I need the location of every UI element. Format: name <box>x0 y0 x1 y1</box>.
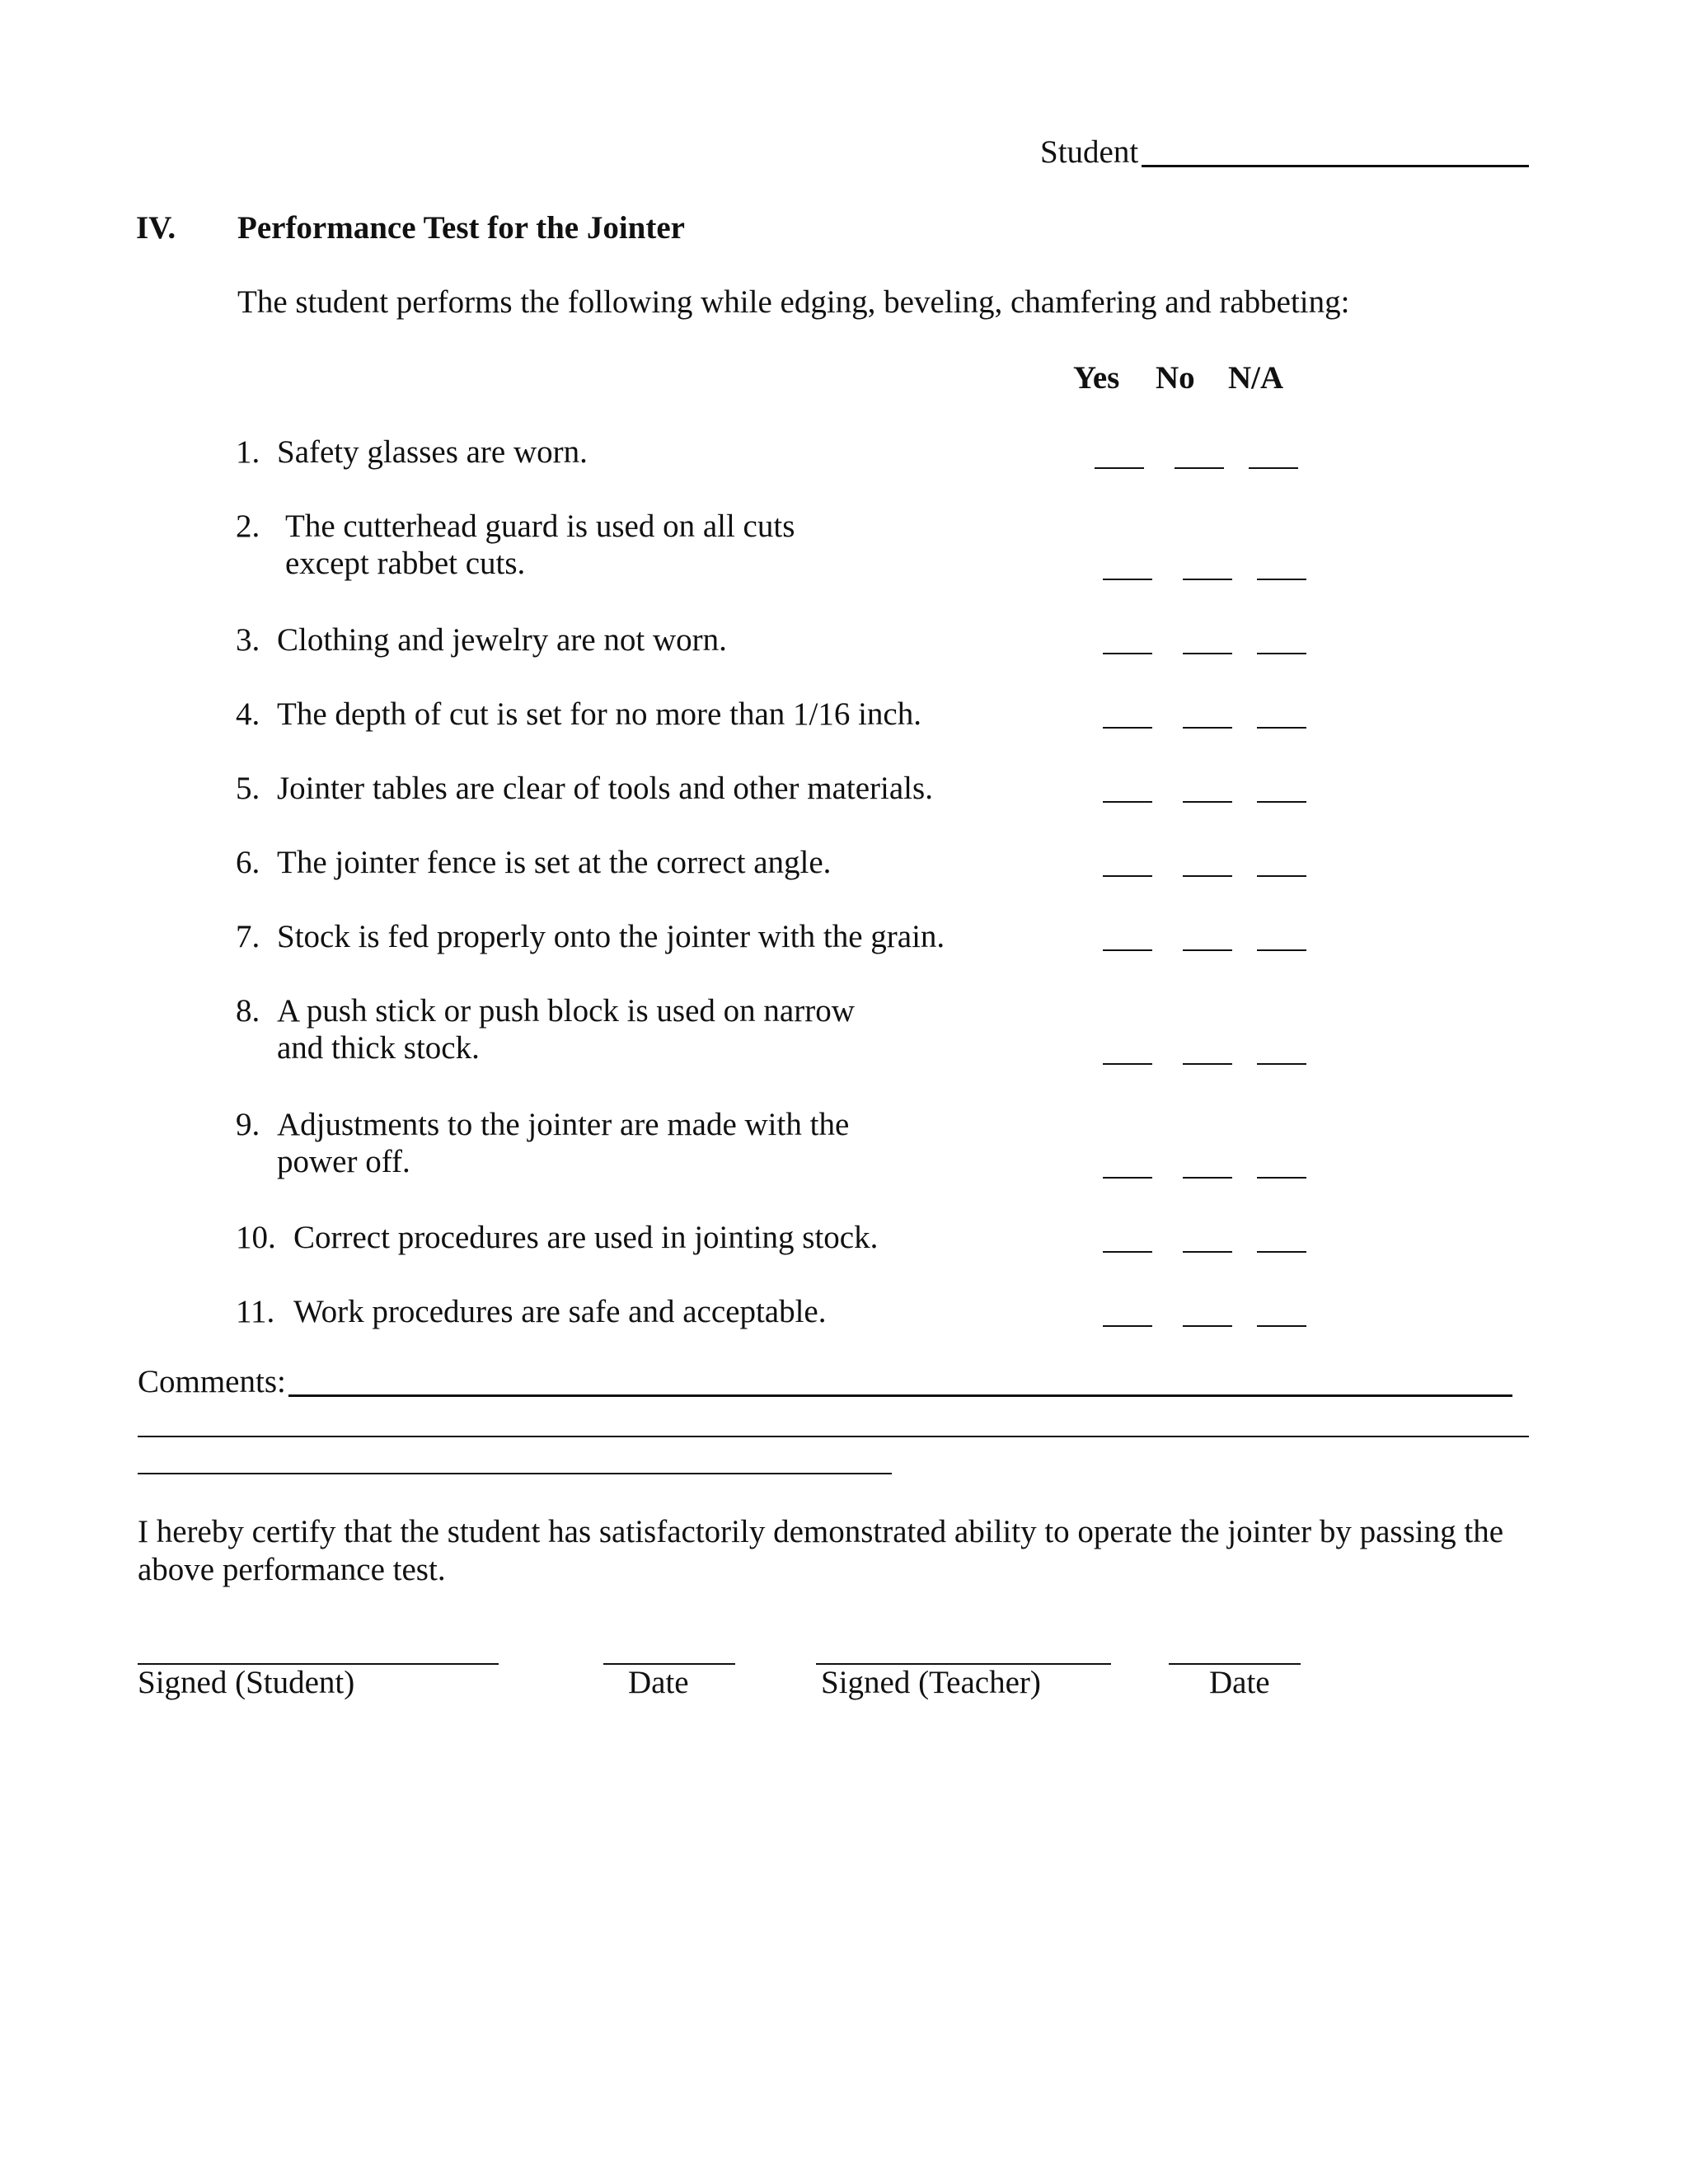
section-intro: The student performs the following while edging, beveling, chamfering and rabbeting: <box>237 284 1350 320</box>
item-na-blank[interactable] <box>1257 801 1306 803</box>
item-text: Work procedures are safe and acceptable. <box>293 1294 827 1329</box>
item-yes-blank[interactable] <box>1103 727 1152 729</box>
section-title: Performance Test for the Jointer <box>237 210 685 246</box>
item-number: 1. <box>236 434 260 470</box>
item-no-blank[interactable] <box>1183 727 1232 729</box>
item-number: 2. <box>236 509 260 544</box>
item-no-blank[interactable] <box>1183 653 1232 654</box>
section-number: IV. <box>136 210 176 246</box>
item-text: The cutterhead guard is used on all cuts <box>285 509 795 544</box>
item-number: 8. <box>236 993 260 1029</box>
comments-line-2[interactable] <box>138 1436 1529 1437</box>
item-number: 9. <box>236 1107 260 1142</box>
item-no-blank[interactable] <box>1183 1177 1232 1179</box>
item-number: 10. <box>236 1220 276 1255</box>
item-yes-blank[interactable] <box>1103 1063 1152 1065</box>
item-yes-blank[interactable] <box>1103 1177 1152 1179</box>
item-yes-blank[interactable] <box>1103 1251 1152 1253</box>
item-no-blank[interactable] <box>1183 875 1232 877</box>
item-na-blank[interactable] <box>1257 1325 1306 1327</box>
student-label: Student <box>1040 134 1139 170</box>
item-no-blank[interactable] <box>1183 1325 1232 1327</box>
item-text: Jointer tables are clear of tools and other materials. <box>277 771 933 806</box>
comments-label: Comments: <box>138 1364 286 1399</box>
item-text: The depth of cut is set for no more than 1/16 inch. <box>277 696 921 732</box>
item-na-blank[interactable] <box>1257 727 1306 729</box>
item-na-blank[interactable] <box>1257 579 1306 580</box>
column-header-yes: Yes <box>1073 360 1120 396</box>
teacher-date-label: Date <box>1209 1665 1270 1700</box>
comments-line-1[interactable] <box>288 1394 1512 1397</box>
item-na-blank[interactable] <box>1257 875 1306 877</box>
item-number: 5. <box>236 771 260 806</box>
item-na-blank[interactable] <box>1257 949 1306 951</box>
item-no-blank[interactable] <box>1183 949 1232 951</box>
column-header-na: N/A <box>1228 360 1284 396</box>
item-yes-blank[interactable] <box>1103 949 1152 951</box>
item-yes-blank[interactable] <box>1095 467 1144 469</box>
item-text-continued: except rabbet cuts. <box>285 546 526 581</box>
student-date-label: Date <box>628 1665 689 1700</box>
column-header-no: No <box>1156 360 1195 396</box>
item-yes-blank[interactable] <box>1103 801 1152 803</box>
item-yes-blank[interactable] <box>1103 875 1152 877</box>
item-yes-blank[interactable] <box>1103 653 1152 654</box>
item-no-blank[interactable] <box>1183 579 1232 580</box>
item-na-blank[interactable] <box>1257 1177 1306 1179</box>
item-text: Clothing and jewelry are not worn. <box>277 622 727 658</box>
item-text: Safety glasses are worn. <box>277 434 588 470</box>
item-text-continued: and thick stock. <box>277 1030 480 1066</box>
item-no-blank[interactable] <box>1183 801 1232 803</box>
certify-text-line-1: I hereby certify that the student has satisfactorily demonstrated ability to operate the jointer by passing the <box>138 1514 1504 1549</box>
item-text: Stock is fed properly onto the jointer with the grain. <box>277 919 945 954</box>
item-number: 11. <box>236 1294 275 1329</box>
item-text-continued: power off. <box>277 1144 410 1179</box>
item-na-blank[interactable] <box>1257 1063 1306 1065</box>
item-no-blank[interactable] <box>1183 1251 1232 1253</box>
certify-text-line-2: above performance test. <box>138 1552 446 1587</box>
item-text: A push stick or push block is used on narrow <box>277 993 855 1029</box>
item-text: Adjustments to the jointer are made with the <box>277 1107 850 1142</box>
item-text: Correct procedures are used in jointing stock. <box>293 1220 879 1255</box>
student-name-line[interactable] <box>1142 165 1529 167</box>
item-number: 6. <box>236 845 260 880</box>
item-na-blank[interactable] <box>1257 653 1306 654</box>
item-na-blank[interactable] <box>1257 1251 1306 1253</box>
student-signature-label: Signed (Student) <box>138 1665 355 1700</box>
item-yes-blank[interactable] <box>1103 1325 1152 1327</box>
comments-line-3[interactable] <box>138 1473 892 1474</box>
item-na-blank[interactable] <box>1249 467 1298 469</box>
item-no-blank[interactable] <box>1175 467 1224 469</box>
teacher-signature-label: Signed (Teacher) <box>821 1665 1041 1700</box>
item-number: 3. <box>236 622 260 658</box>
item-yes-blank[interactable] <box>1103 579 1152 580</box>
item-text: The jointer fence is set at the correct angle. <box>277 845 832 880</box>
item-number: 7. <box>236 919 260 954</box>
item-no-blank[interactable] <box>1183 1063 1232 1065</box>
item-number: 4. <box>236 696 260 732</box>
